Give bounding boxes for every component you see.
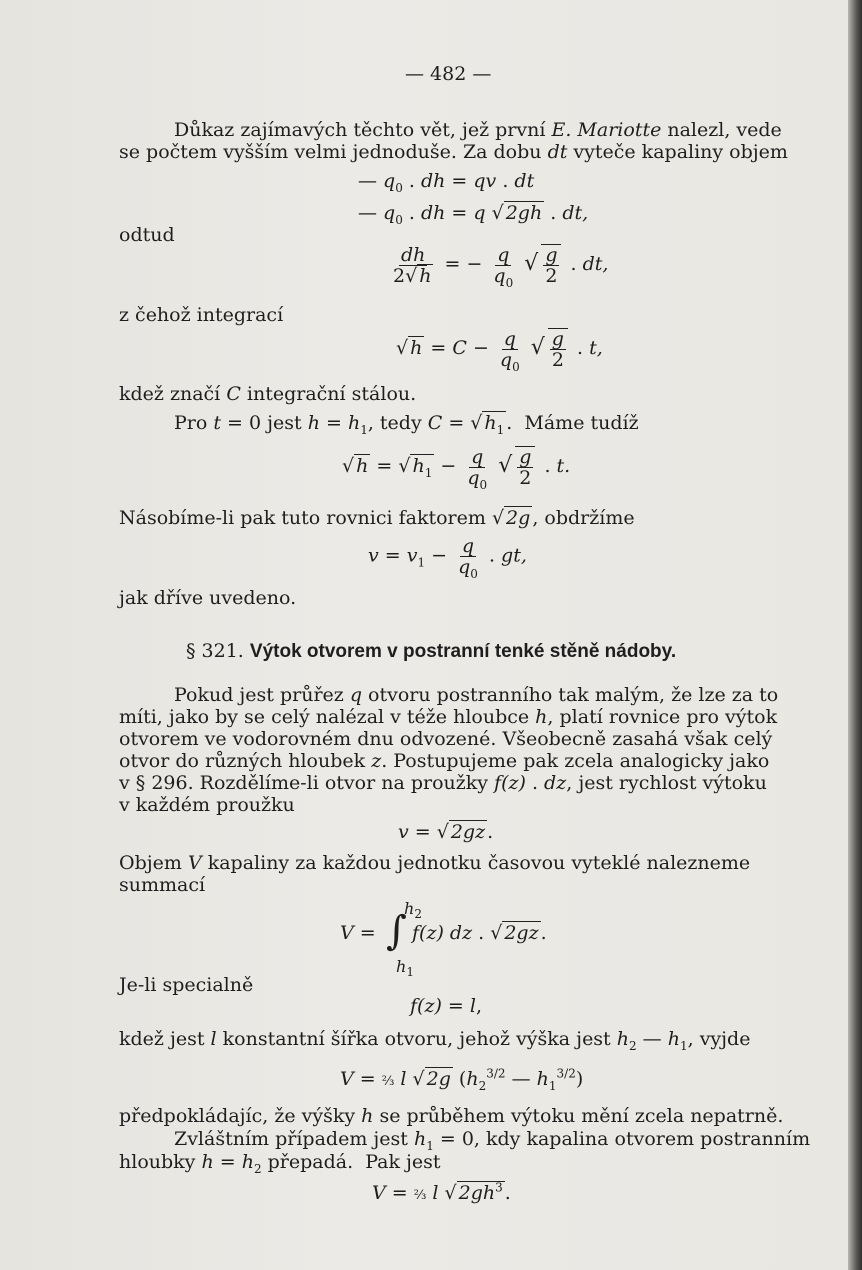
page-number: — 482 — — [405, 63, 492, 85]
equation: √ h = √ $h_1$ − $\frac{q}{q_0}$ √ $\frac{g}{2}$ . t. — [342, 445, 571, 492]
paragraph-line: kdež jest l konstantní šířka otvoru, jehož výška jest $h_2$ — $h_1$, vyjde — [119, 1028, 751, 1053]
equation: $v = v_1$ − $\frac{q}{q_0}$ . gt, — [368, 535, 527, 581]
paragraph-line: předpokládajíc, že výšky h se průběhem výtoku mění zcela nepatrně. — [119, 1105, 784, 1127]
paragraph-line: kdež značí C integrační stálou. — [119, 383, 417, 405]
paragraph-line: hloubky $h = h_2$ přepadá. Pak jest — [119, 1151, 441, 1176]
text-integraci: z čehož integrací — [119, 304, 284, 326]
text-odtud: odtud — [119, 224, 175, 246]
page-edge — [848, 0, 862, 1270]
equation: — $q_0$ . dh = q √ 2gh . dt, — [358, 202, 589, 227]
paragraph-line: Zvláštním případem jest $h_1 = 0$, kdy kapalina otvorem postranním — [174, 1128, 811, 1153]
paragraph-line: otvor do různých hloubek z. Postupujeme pak zcela analogicky jako — [119, 750, 770, 772]
section-heading — [186, 640, 676, 663]
paragraph-line: Důkaz zajímavých těchto vět, jež první E. Mariotte nalezl, vede — [174, 119, 782, 141]
text-jak: jak dříve uvedeno. — [119, 587, 297, 609]
equation: — $q_0$ . dh = qv . dt — [358, 170, 535, 195]
equation: v = √ 2gz . — [398, 821, 494, 843]
text-jeli: Je-li specialně — [119, 974, 254, 996]
paragraph-line: Pro t = 0 jest $h = h_1$, tedy C = √ $h_1$ . Máme tudíž — [174, 412, 639, 437]
section-number: § 321. — [186, 640, 244, 662]
paragraph-line: Pokud jest průřez q otvoru postranního tak malým, že lze za to — [174, 684, 779, 706]
equation: √ h = C − $\frac{q}{q_0}$ √ $\frac{g}{2}$ . t, — [396, 327, 603, 374]
paragraph-line: v § 296. Rozdělíme-li otvor na proužky f(z) . dz, jest rychlost výtoku — [119, 772, 767, 794]
equation: V = ⅔ l √ $2gh^3$ . — [372, 1180, 511, 1204]
paragraph-line: v každém proužku — [119, 794, 295, 816]
paragraph-line: Objem V kapaliny za každou jednotku časovou vyteklé nalezneme — [119, 852, 751, 874]
equation: $\frac{dh}{2√ h}$ = − $\frac{q}{q_0}$ √ $\frac{g}{2}$ . dt, — [393, 243, 609, 290]
paragraph-line: míti, jako by se celý nalézal v téže hloubce h, platí rovnice pro výtok — [119, 706, 778, 728]
equation: f(z) = l, — [410, 995, 482, 1017]
paragraph-line: summací — [119, 874, 206, 896]
section-title: Výtok otvorem v postranní tenké stěně nádoby. — [249, 641, 677, 662]
paragraph-line: se počtem vyšším velmi jednoduše. Za dobu dt vyteče kapaliny objem — [119, 141, 788, 163]
paragraph-line: otvorem ve vodorovném dnu odvozené. Všeobecně zasahá však celý — [119, 728, 773, 750]
paragraph-line: Násobíme-li pak tuto rovnici faktorem √ 2g , obdržíme — [119, 507, 635, 529]
equation: V = ⅔ l √ 2g ($h_2^{3/2}$ — $h_1^{3/2}$) — [340, 1066, 584, 1093]
